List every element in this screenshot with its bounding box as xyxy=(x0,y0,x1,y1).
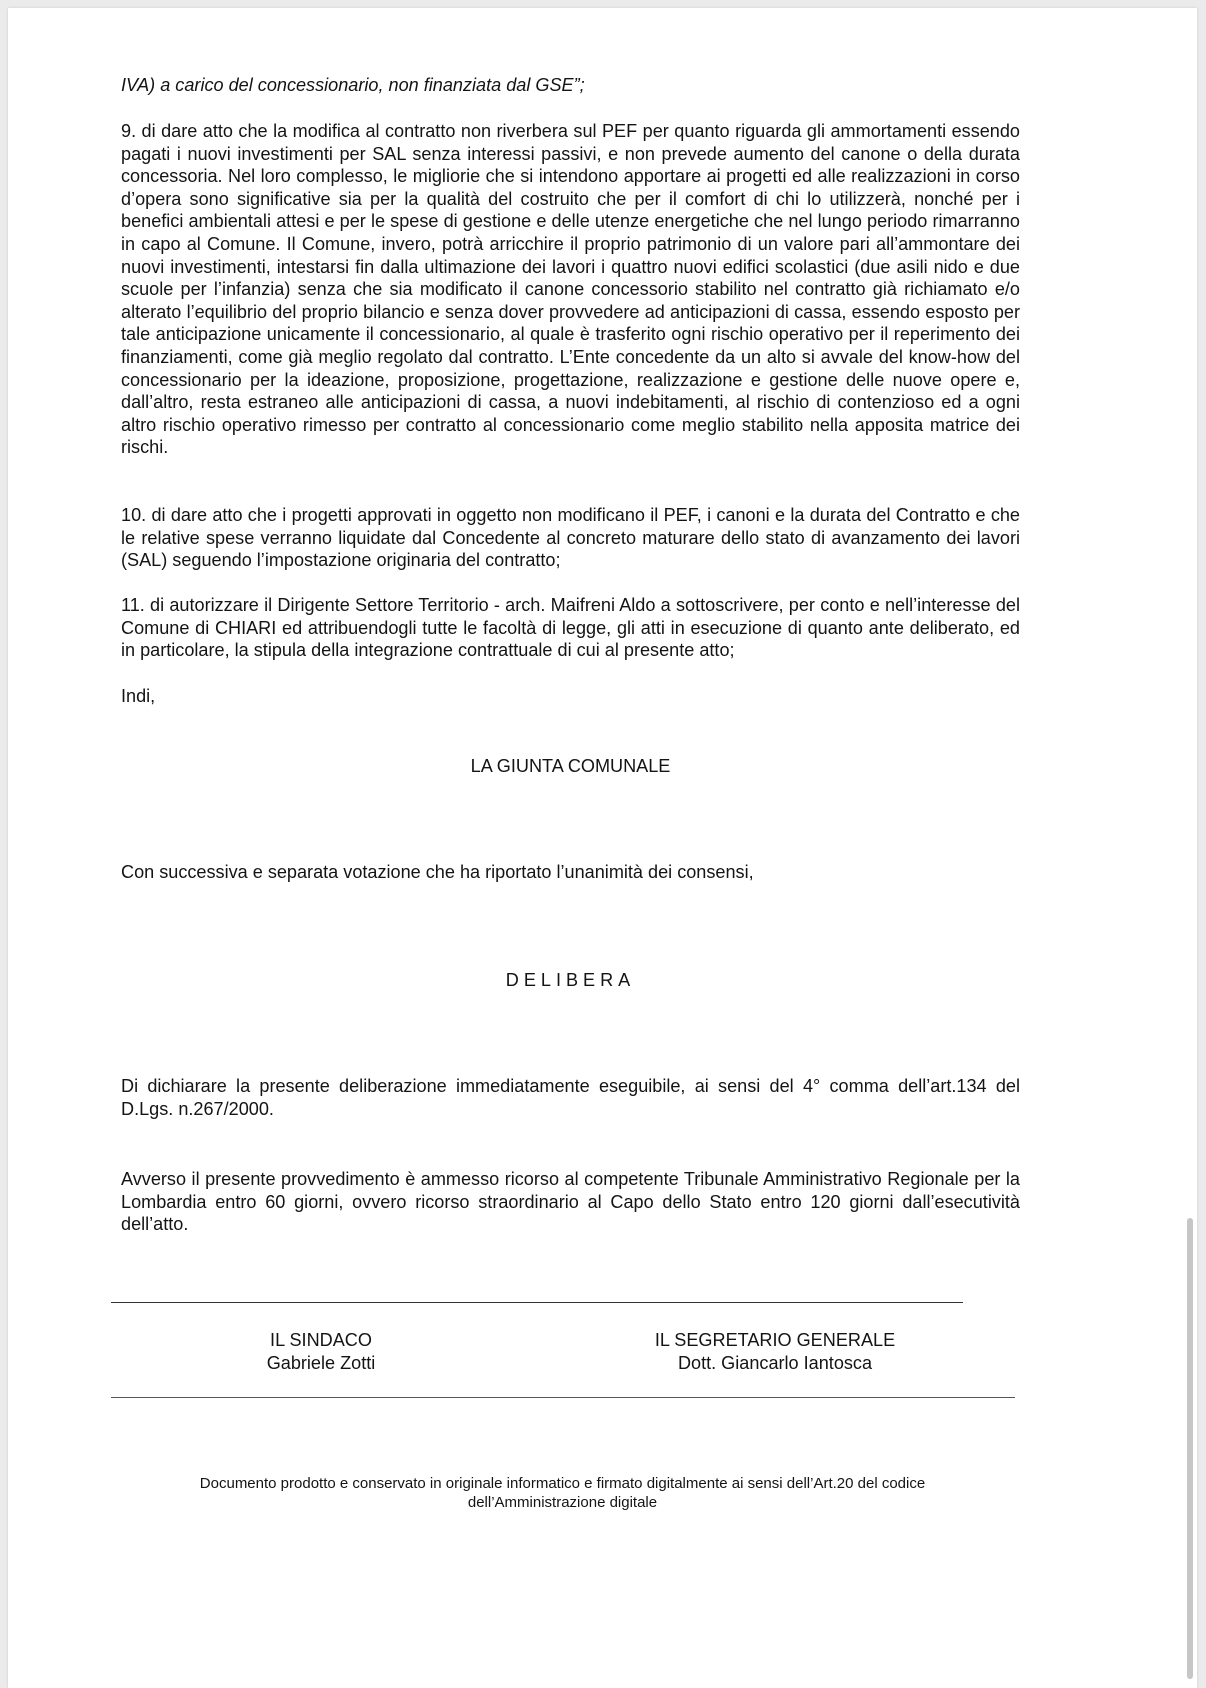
paragraph-9: 9. di dare atto che la modifica al contratto non riverbera sul PEF per quanto riguarda gli ammortamenti essendo pagati i nuovi investimenti per SAL senza interessi passivi, e non prevede aumento del canone o della durata concessoria. Nel loro complesso, le migliorie che si intendono apportare ai progetti ed alle realizzazioni in corso d’opera sono significative sia per la qualità del costruito che per il comfort di chi lo utilizzerà, nonché per i benefici ambientali attesi e per le spese di gestione e delle utenze energetiche che nel lungo periodo rimarranno in capo al Comune. Il Comune, invero, potrà arricchire il proprio patrimonio di un valore pari all’ammontare dei nuovi investimenti, intestarsi fin dalla ultimazione dei lavori i quattro nuovi edifici scolastici (due asili nido e due scuole per l’infanzia) senza che sia modificato il canone concessorio stabilito nel contratto già richiamato e/o alterato l’equilibrio del proprio bilancio e senza dover provvedere ad anticipazioni di cassa, essendo esposto per tale anticipazione unicamente il concessionario, al quale è trasferito ogni rischio operativo per il reperimento dei finanziamenti, come già meglio regolato dal contratto. L’Ente concedente da un alto si avvale del know-how del concessionario per la ideazione, proposizione, progettazione, realizzazione e gestione delle nuove opere e, dall’altro, resta estraneo alle anticipazioni di cassa, a nuovi indebitamenti, al rischio di contenzioso ed a ogni altro rischio operativo rimesso per contratto al concessionario come meglio stabilito nella apposita matrice dei rischi. xyxy=(121,121,1020,458)
paragraph-iva: IVA) a carico del concessionario, non finanziata dal GSE”; xyxy=(121,75,585,95)
sindaco-name: Gabriele Zotti xyxy=(266,1352,376,1373)
sindaco-title: IL SINDACO xyxy=(270,1330,372,1350)
segretario-name: Dott. Giancarlo Iantosca xyxy=(677,1352,873,1373)
paragraph-11: 11. di autorizzare il Dirigente Settore Territorio - arch. Maifreni Aldo a sottoscrivere, per conto e nell’interesse del Comune di CHIARI ed attribuendogli tutte le facoltà di legge, gli atti in esecuzione di quanto ante deliberato, ed in particolare, la stipula della integrazione contrattuale di cui al presente atto; xyxy=(121,595,1020,661)
paragraph-dichiarare: Di dichiarare la presente deliberazione immediatamente eseguibile, ai sensi del 4° comma dell’art.134 del D.Lgs. n.267/2000. xyxy=(121,1076,1020,1119)
signature-sindaco xyxy=(211,1329,431,1374)
heading-delibera: DELIBERA xyxy=(505,970,636,990)
paragraph-10: 10. di dare atto che i progetti approvati in oggetto non modificano il PEF, i canoni e la durata del Contratto e che le relative spese verranno liquidate dal Concedente al concreto maturare dello stato di avanzamento dei lavori (SAL) seguendo l’impostazione originaria del contratto; xyxy=(121,505,1020,571)
signature-bottom-rule xyxy=(111,1397,1015,1398)
footer-line-2: dell’Amministrazione digitale xyxy=(467,1494,658,1511)
footer-line-1: Documento prodotto e conservato in originale informatico e firmato digitalmente ai sensi dell’Art.20 del codice xyxy=(199,1475,926,1492)
vertical-scrollbar[interactable] xyxy=(1187,1218,1193,1679)
paragraph-avverso: Avverso il presente provvedimento è ammesso ricorso al competente Tribunale Amministrativo Regionale per la Lombardia entro 60 giorni, ovvero ricorso straordinario al Capo dello Stato entro 120 giorni dall’esecutività dell’atto. xyxy=(121,1169,1020,1235)
heading-giunta: LA GIUNTA COMUNALE xyxy=(470,756,671,776)
footer-note xyxy=(113,1474,1012,1512)
paragraph-indi: Indi, xyxy=(121,686,156,706)
paragraph-votazione: Con successiva e separata votazione che ha riportato l’unanimità dei consensi, xyxy=(121,862,754,882)
document-page xyxy=(8,8,1197,1688)
segretario-title: IL SEGRETARIO GENERALE xyxy=(654,1330,896,1350)
signature-segretario xyxy=(625,1329,925,1374)
signature-top-rule xyxy=(111,1302,963,1303)
